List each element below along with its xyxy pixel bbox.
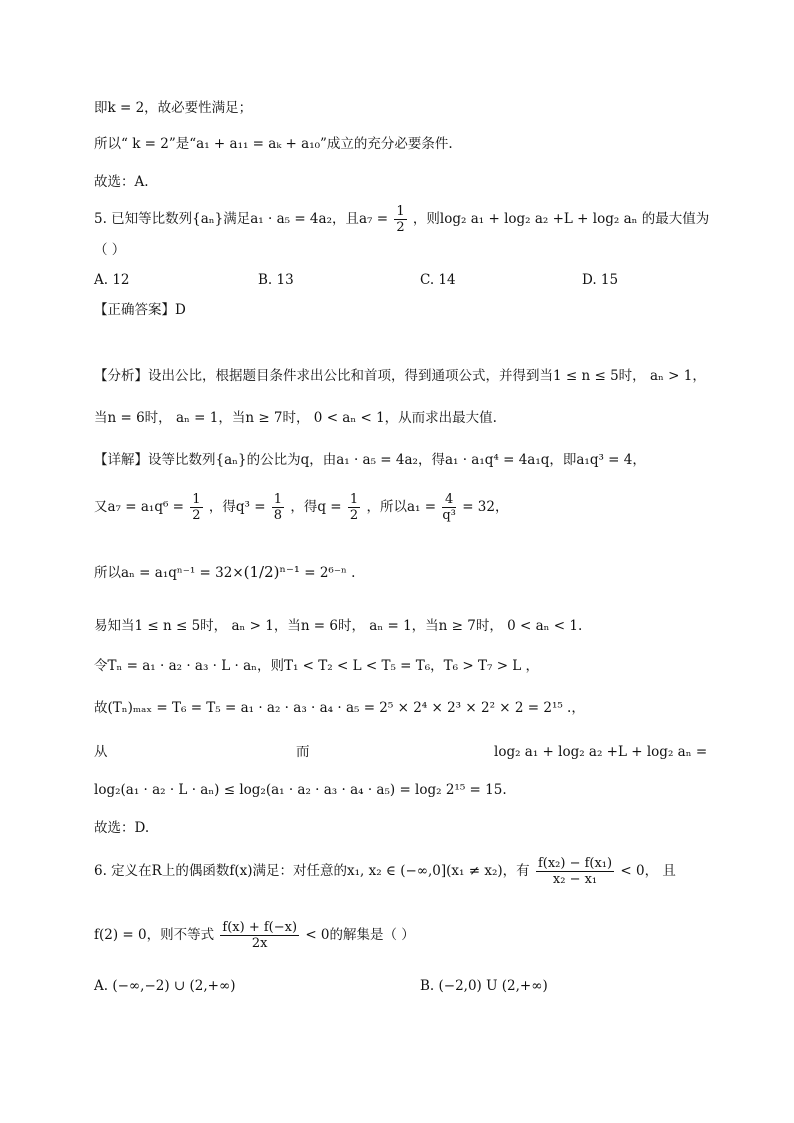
fraction-denominator: 8 xyxy=(273,508,283,523)
fraction xyxy=(348,492,360,523)
option-a: A. 12 xyxy=(94,272,130,288)
option-c: C. 14 xyxy=(420,272,456,288)
text-span: < 0的解集是（ ） xyxy=(305,927,415,943)
text-line: 即k = 2，故必要性满足； xyxy=(94,100,253,116)
text-line: 故选：A. xyxy=(94,174,149,190)
detail-line: 【详解】设等比数列{aₙ}的公比为q，由a₁ · a₅ = 4a₂，得a₁ · a₁q⁴ = 4a₁q，即a₁q³ = 4， xyxy=(94,452,646,468)
detail-line: 令Tₙ = a₁ · a₂ · a₃ · L · aₙ，则T₁ < T₂ < L < T₅ = T₆，T₆ > T₇ > L ， xyxy=(94,658,540,674)
fraction-numerator: 1 xyxy=(273,492,283,507)
detail-line-part: 而 xyxy=(296,744,310,760)
text-span: < 0， 且 xyxy=(620,863,676,879)
fraction-numerator: f(x₂) − f(x₁) xyxy=(537,856,613,871)
detail-line: 易知当1 ≤ n ≤ 5时， aₙ > 1，当n = 6时， aₙ = 1，当n ≥ 7时， 0 < aₙ < 1. xyxy=(94,618,583,634)
fraction-numerator: 1 xyxy=(396,204,405,219)
option-a: A. (−∞,−2) ∪ (2,+∞) xyxy=(94,978,236,994)
detail-line: log₂(a₁ · a₂ · L · aₙ) ≤ log₂(a₁ · a₂ · a₃ · a₄ · a₅) = log₂ 2¹⁵ = 15. xyxy=(94,782,507,798)
text-span: 5. 已知等比数列{aₙ}满足a₁ · a₅ = 4a₂，且a₇ = xyxy=(94,211,393,227)
option-b: B. (−2,0) U (2,+∞) xyxy=(420,978,548,994)
fraction-denominator: q³ xyxy=(442,508,456,523)
fraction xyxy=(190,492,202,523)
analysis-line: 【分析】设出公比，根据题目条件求出公比和首项，得到通项公式，并得到当1 ≤ n ≤ 5时， aₙ > 1， xyxy=(94,368,706,384)
fraction-denominator: 2x xyxy=(251,936,268,951)
option-b: B. 13 xyxy=(258,272,294,288)
question-5-paren: （ ） xyxy=(94,242,126,258)
detail-line xyxy=(94,492,508,523)
detail-line xyxy=(94,562,355,583)
text-span: ，所以a₁ = xyxy=(366,499,441,515)
fraction-numerator: 1 xyxy=(349,492,359,507)
text-span: (1/2)ⁿ⁻¹ xyxy=(243,563,300,581)
text-span: ，得q = xyxy=(290,499,346,515)
text-span: 又a₇ = a₁q⁶ = xyxy=(94,499,189,515)
answer-line: 【正确答案】D xyxy=(94,302,186,318)
fraction-denominator: x₂ − x₁ xyxy=(552,872,598,887)
text-span: ，得q³ = xyxy=(208,499,270,515)
text-span: f(2) = 0，则不等式 xyxy=(94,927,215,943)
text-span: 所以aₙ = a₁qⁿ⁻¹ = 32× xyxy=(94,565,244,581)
detail-line-part: log₂ a₁ + log₂ a₂ +L + log₂ aₙ = xyxy=(494,744,708,760)
fraction-denominator: 2 xyxy=(349,508,359,523)
fraction-numerator: f(x) + f(−x) xyxy=(222,920,298,935)
detail-line-part: 从 xyxy=(94,744,108,760)
fraction-denominator: 2 xyxy=(192,508,201,523)
text-span: 6. 定义在R上的偶函数f(x)满足：对任意的x₁, x₂ ∈ (−∞,0](x₁ ≠ x₂)，有 xyxy=(94,863,530,879)
detail-line: 故选：D. xyxy=(94,820,150,836)
option-d: D. 15 xyxy=(582,272,619,288)
text-span: = 2⁶⁻ⁿ . xyxy=(299,565,356,581)
text-span: ，则log₂ a₁ + log₂ a₂ +L + log₂ aₙ 的最大值为 xyxy=(412,211,710,227)
fraction xyxy=(442,492,456,523)
text-line: 所以“ k = 2”是“a₁ + a₁₁ = aₖ + a₁₀”成立的充分必要条件. xyxy=(94,136,453,152)
question-6-stem xyxy=(94,920,415,951)
question-6-stem xyxy=(94,856,676,887)
fraction-denominator: 2 xyxy=(396,220,405,235)
fraction-numerator: 1 xyxy=(192,492,201,507)
fraction xyxy=(536,856,614,887)
text-span: = 32， xyxy=(462,499,509,515)
question-5-stem xyxy=(94,204,709,235)
analysis-line: 当n = 6时， aₙ = 1，当n ≥ 7时， 0 < aₙ < 1，从而求出最大值. xyxy=(94,410,497,426)
fraction xyxy=(220,920,299,951)
fraction-numerator: 4 xyxy=(442,492,456,508)
detail-line: 故(Tₙ)ₘₐₓ = T₆ = T₅ = a₁ · a₂ · a₃ · a₄ · a₅ = 2⁵ × 2⁴ × 2³ × 2² × 2 = 2¹⁵ .， xyxy=(94,700,585,716)
fraction xyxy=(394,204,406,235)
fraction xyxy=(272,492,284,523)
